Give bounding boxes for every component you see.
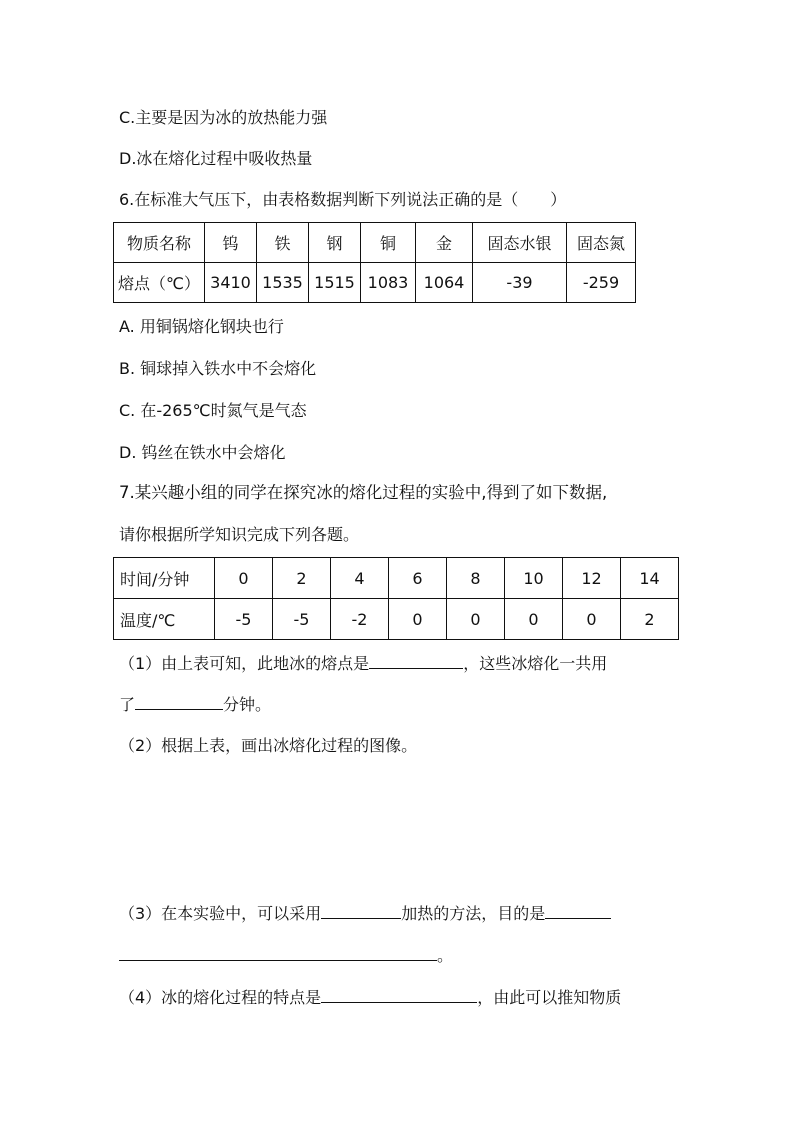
text: 。: [437, 946, 454, 965]
table-cell: 固态氮: [567, 223, 636, 263]
melting-feature-blank[interactable]: [321, 986, 477, 1003]
text: ，由此可以推知物质: [477, 988, 622, 1007]
table-cell: 钨: [205, 223, 257, 263]
text: ，这些冰熔化一共用: [463, 654, 608, 673]
text: 了: [119, 695, 136, 714]
table-cell: 铁: [257, 223, 309, 263]
table-cell: -5: [215, 599, 273, 640]
table-cell: 12: [563, 558, 621, 599]
table-cell: 0: [505, 599, 563, 640]
table-cell: 温度/℃: [114, 599, 215, 640]
table-row: [114, 223, 636, 263]
question-7-part-3-line-2: [119, 944, 453, 967]
table-cell: 1064: [416, 263, 473, 303]
table-cell: 1083: [361, 263, 416, 303]
table-cell: -39: [473, 263, 567, 303]
text: （3）在本实验中，可以采用: [119, 904, 322, 923]
table-cell: 0: [389, 599, 447, 640]
table-cell: 8: [447, 558, 505, 599]
text: 加热的方法，目的是: [401, 904, 546, 923]
question-7-stem-line-2: 请你根据所学知识完成下列各题。: [119, 525, 360, 544]
table-cell: 0: [447, 599, 505, 640]
table-cell: 3410: [205, 263, 257, 303]
table-cell: 1515: [309, 263, 361, 303]
table-cell: 1535: [257, 263, 309, 303]
table-cell: 14: [621, 558, 679, 599]
melting-point-table: [113, 222, 636, 303]
table-cell: 0: [563, 599, 621, 640]
question-7-part-4: [119, 986, 621, 1009]
table-row: [114, 558, 679, 599]
option-c-previous: C.主要是因为冰的放热能力强: [119, 108, 328, 127]
table-cell: 铜: [361, 223, 416, 263]
purpose-blank-continued[interactable]: [119, 944, 437, 961]
question-6-option-c: C. 在-265℃时氮气是气态: [119, 401, 307, 420]
question-7-part-1-line-2: [119, 693, 271, 716]
melting-duration-blank[interactable]: [135, 693, 223, 710]
question-7-part-3-line-1: [119, 902, 611, 925]
heating-method-blank[interactable]: [321, 902, 401, 919]
option-d-previous: D.冰在熔化过程中吸收热量: [119, 149, 313, 168]
table-cell: 固态水银: [473, 223, 567, 263]
table-cell: 0: [215, 558, 273, 599]
table-cell: -5: [273, 599, 331, 640]
table-cell: 6: [389, 558, 447, 599]
table-cell: -259: [567, 263, 636, 303]
table-cell: 时间/分钟: [114, 558, 215, 599]
table-cell: 金: [416, 223, 473, 263]
table-cell: 物质名称: [114, 223, 205, 263]
table-cell: 熔点（℃）: [114, 263, 205, 303]
ice-melting-data-table: [113, 557, 679, 640]
question-6-option-d: D. 钨丝在铁水中会熔化: [119, 443, 286, 462]
purpose-blank[interactable]: [545, 902, 611, 919]
question-6-option-a: A. 用铜锅熔化钢块也行: [119, 317, 284, 336]
table-row: [114, 599, 679, 640]
table-cell: 钢: [309, 223, 361, 263]
table-cell: 4: [331, 558, 389, 599]
table-cell: 2: [273, 558, 331, 599]
text: （4）冰的熔化过程的特点是: [119, 988, 322, 1007]
question-6-option-b: B. 铜球掉入铁水中不会熔化: [119, 359, 317, 378]
text: 分钟。: [223, 695, 272, 714]
question-7-part-2: （2）根据上表，画出冰熔化过程的图像。: [119, 736, 418, 755]
table-row: [114, 263, 636, 303]
table-cell: 2: [621, 599, 679, 640]
question-7-stem-line-1: 7.某兴趣小组的同学在探究冰的熔化过程的实验中,得到了如下数据,: [119, 483, 608, 502]
table-cell: -2: [331, 599, 389, 640]
question-7-part-1-line-1: [119, 652, 607, 675]
table-cell: 10: [505, 558, 563, 599]
question-6-stem: 6.在标准大气压下，由表格数据判断下列说法正确的是（ ）: [119, 190, 567, 209]
text: （1）由上表可知，此地冰的熔点是: [119, 654, 370, 673]
melting-point-blank[interactable]: [369, 652, 463, 669]
